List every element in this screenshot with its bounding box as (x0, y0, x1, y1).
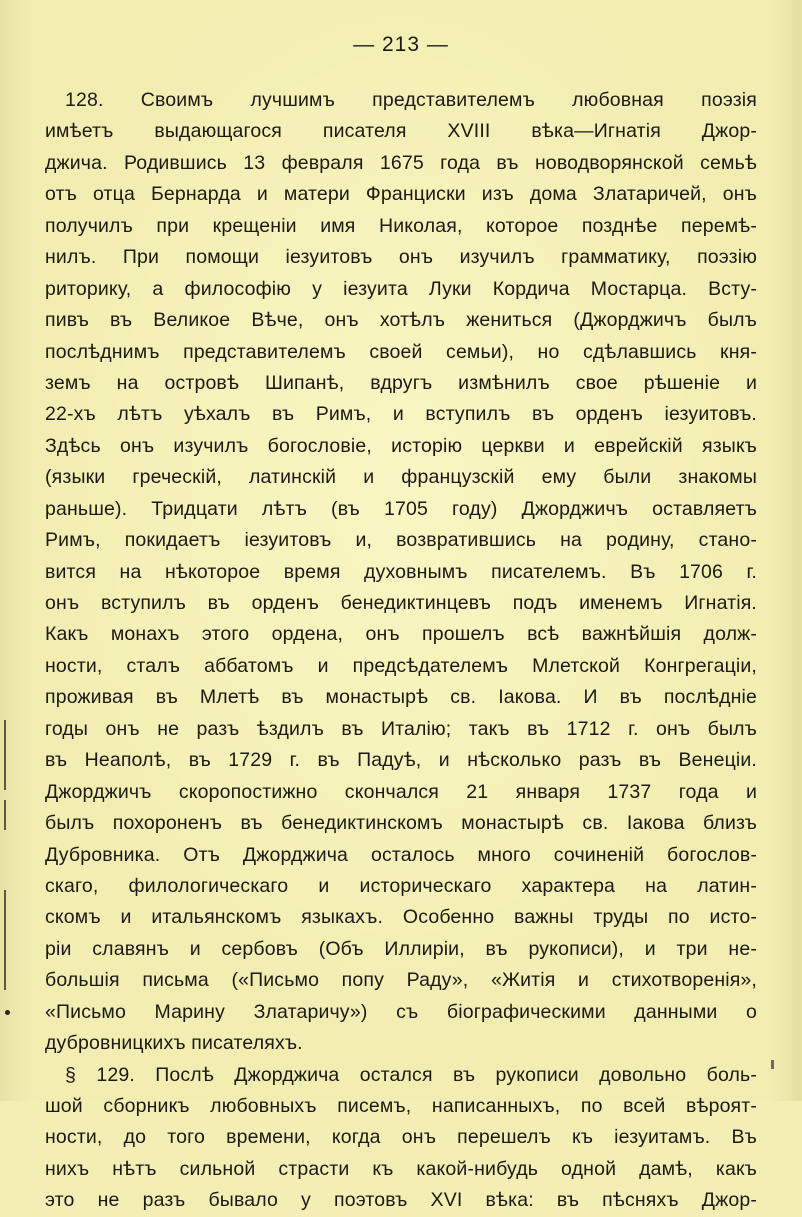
text-line: «Письмо Марину Златаричу») съ біографическими данными о (45, 1000, 757, 1023)
text-line: нихъ нѣтъ сильной страсти къ какой-нибудь одной дамѣ, какъ (45, 1157, 757, 1180)
scan-edge-speck (771, 1060, 774, 1069)
text-line: большія письма («Письмо попу Раду», «Житія и стихотворенія», (45, 969, 757, 992)
text-line: риторику, а философію у іезуита Луки Кордича Мостарца. Всту- (45, 277, 757, 300)
text-line: получилъ при крещеніи имя Николая, которое позднѣе перемѣ- (45, 214, 757, 237)
text-line: 22-хъ лѣтъ уѣхалъ въ Римъ, и вступилъ въ орденъ іезуитовъ. (45, 403, 757, 426)
text-line: это не разъ бывало у поэтовъ XVI вѣка: въ пѣсняхъ Джор- (45, 1189, 757, 1212)
text-line: шой сборникъ любовныхъ писемъ, написанныхъ, по всей вѣроят- (45, 1095, 757, 1117)
text-line: былъ похороненъ въ бенедиктинскомъ монастырѣ св. Іакова близъ (45, 812, 757, 835)
text-line: вится на нѣкоторое время духовнымъ писателемъ. Въ 1706 г. (45, 560, 757, 583)
text-line: пивъ въ Великое Вѣче, онъ хотѣлъ жениться (Джорджичъ былъ (45, 309, 757, 332)
text-line: (языки греческій, латинскій и французскій ему были знакомы (45, 466, 757, 489)
text-line: послѣднимъ представителемъ своей семьи), но сдѣлавшись кня- (45, 340, 757, 363)
text-line: въ Неаполѣ, въ 1729 г. въ Падуѣ, и нѣсколько разъ въ Венеціи. (45, 749, 757, 772)
page-number: — 213 — (353, 33, 449, 56)
text-line: годы онъ не разъ ѣздилъ въ Италію; такъ въ 1712 г. онъ былъ (45, 717, 757, 740)
body-text (45, 85, 757, 1217)
text-line: скомъ и итальянскомъ языкахъ. Особенно важны труды по исто- (45, 906, 757, 929)
text-line: ности, сталъ аббатомъ и предсѣдателемъ Млетской Конгрегаціи, (45, 654, 757, 677)
text-line: дубровницкихъ писателяхъ. (45, 1032, 303, 1055)
text-line: имѣетъ выдающагося писателя XVIII вѣка—Игнатія Джор- (45, 120, 757, 143)
text-line: Джорджичъ скоропостижно скончался 21 января 1737 года и (45, 780, 757, 803)
text-line: ности, до того времени, когда онъ перешелъ къ іезуитамъ. Въ (45, 1126, 757, 1149)
text-line: отъ отца Бернарда и матери Франциски изъ дома Златаричей, онъ (45, 183, 757, 206)
text-line: § 129. Послѣ Джорджича остался въ рукописи довольно боль- (65, 1063, 757, 1086)
text-line: раньше). Тридцати лѣтъ (въ 1705 году) Джорджичъ оставляетъ (45, 497, 757, 520)
scan-margin-mark (4, 800, 6, 830)
scan-margin-dot (5, 1010, 10, 1015)
text-line: 128. Своимъ лучшимъ представителемъ любовная поэзія (65, 89, 757, 111)
text-line: скаго, филологическаго и историческаго характера на латин- (45, 874, 757, 897)
scan-margin-mark (4, 890, 6, 990)
text-line: нилъ. При помощи іезуитовъ онъ изучилъ грамматику, поэзію (45, 246, 757, 269)
scan-margin-mark (4, 720, 6, 790)
text-line: ріи славянъ и сербовъ (Объ Иллиріи, въ рукописи), и три не- (45, 937, 757, 960)
text-line: Здѣсь онъ изучилъ богословіе, исторію церкви и еврейскій языкъ (45, 434, 757, 457)
text-line: земъ на островѣ Шипанѣ, вдругъ измѣнилъ свое рѣшеніе и (45, 371, 757, 394)
text-line: проживая въ Млетѣ въ монастырѣ св. Іакова. И въ послѣдніе (45, 686, 757, 709)
text-line: джича. Родившись 13 февраля 1675 года въ новодворянской семьѣ (45, 151, 757, 174)
text-line: Какъ монахъ этого ордена, онъ прошелъ всѣ важнѣйшія долж- (45, 623, 757, 646)
text-line: Дубровника. Отъ Джорджича осталось много сочиненій богослов- (45, 843, 757, 866)
text-line: онъ вступилъ въ орденъ бенедиктинцевъ подъ именемъ Игнатія. (45, 592, 757, 614)
text-line: Римъ, покидаетъ іезуитовъ и, возвратившись на родину, стано- (45, 529, 757, 552)
